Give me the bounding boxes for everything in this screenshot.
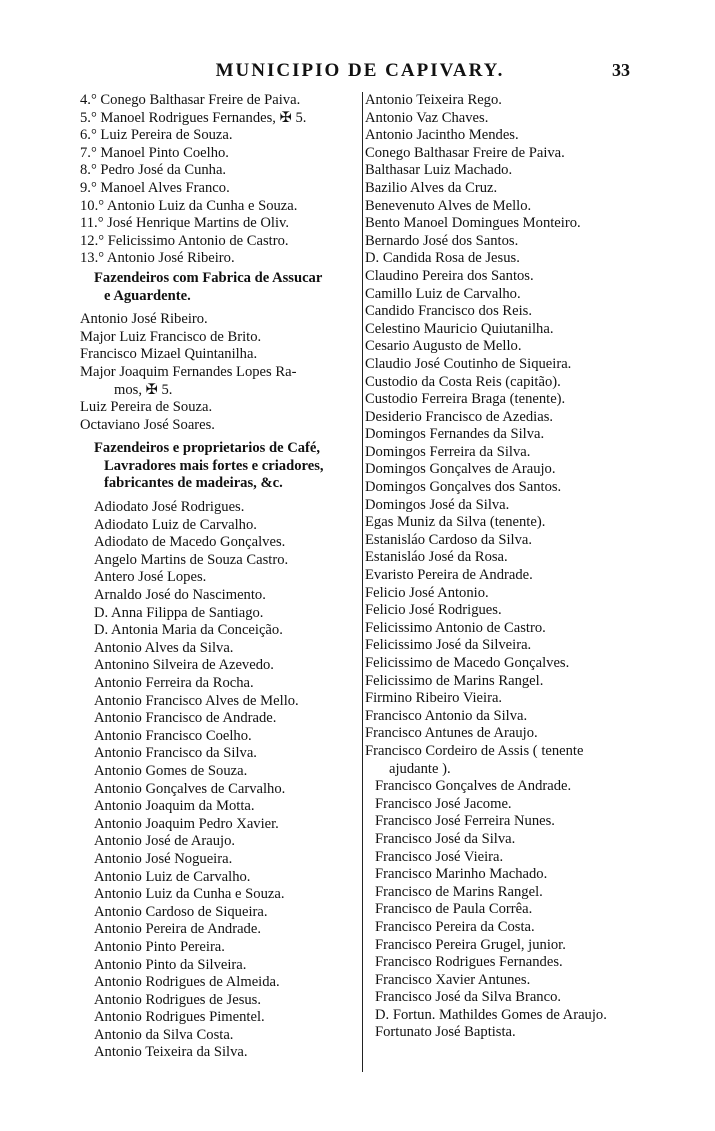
page-header: [0, 56, 715, 84]
list-item: Custodio Ferreira Braga (tenente).: [365, 391, 566, 408]
list-item: Estanisláo José da Rosa.: [365, 549, 508, 566]
list-item: Octaviano José Soares.: [80, 416, 215, 433]
list-item: Angelo Martins de Souza Castro.: [94, 551, 289, 568]
list-item: Benevenuto Alves de Mello.: [365, 197, 532, 214]
list-item: Adiodato José Rodrigues.: [94, 499, 245, 516]
list-item: 7.° Manoel Pinto Coelho.: [80, 144, 229, 161]
section-heading: fabricantes de madeiras, &c.: [104, 475, 283, 492]
list-item: 6.° Luiz Pereira de Souza.: [80, 127, 233, 144]
list-item: D. Antonia Maria da Conceição.: [94, 622, 283, 639]
page-title: MUNICIPIO DE CAPIVARY.: [215, 60, 505, 81]
section-heading: e Aguardente.: [104, 287, 191, 304]
left-column: [80, 92, 363, 1062]
list-item: Antonio da Silva Costa.: [94, 1026, 234, 1043]
name-list: [365, 92, 687, 1042]
list-item: Antonio Ferreira da Rocha.: [94, 675, 254, 691]
list-item: Arnaldo José do Nascimento.: [94, 587, 266, 604]
numbered-list: [80, 92, 363, 268]
list-item: Balthasar Luiz Machado.: [365, 162, 513, 179]
list-item: Desiderio Francisco de Azedias.: [365, 408, 554, 425]
list-item: Conego Balthasar Freire de Paiva.: [365, 144, 565, 161]
list-item: 9.° Manoel Alves Franco.: [80, 179, 230, 196]
list-item: Evaristo Pereira de Andrade.: [365, 567, 533, 584]
list-item: Felicissimo José da Silveira.: [365, 637, 532, 654]
list-item: Francisco José Ferreira Nunes.: [375, 813, 555, 830]
list-item: Antonio Francisco Coelho.: [94, 727, 252, 744]
list-item: Antonio Francisco da Silva.: [94, 745, 257, 762]
list-item: 12.° Felicissimo Antonio de Castro.: [80, 232, 289, 249]
list-item: Francisco Antonio da Silva.: [365, 707, 528, 724]
list-item: 10.° Antonio Luiz da Cunha e Souza.: [80, 197, 298, 214]
name-list: [80, 311, 363, 434]
list-item: Major Joaquim Fernandes Lopes Ra-: [80, 363, 297, 380]
list-item: Luiz Pereira de Souza.: [80, 399, 213, 416]
list-item: Francisco Mizael Quintanilha.: [80, 346, 258, 363]
list-item: Antonio José Ribeiro.: [80, 311, 208, 328]
list-item: Antonio Joaquim Pedro Xavier.: [94, 815, 279, 832]
list-item: Claudino Pereira dos Santos.: [365, 267, 534, 284]
list-item: Francisco Marinho Machado.: [375, 866, 548, 883]
list-item: Antonio Gomes de Souza.: [94, 762, 248, 779]
section-heading: Lavradores mais fortes e criadores,: [104, 457, 324, 474]
list-item: Celestino Mauricio Quiutanilha.: [365, 320, 554, 337]
list-item: Adiodato de Macedo Gonçalves.: [94, 534, 286, 551]
list-item: Antonio Luiz de Carvalho.: [94, 868, 251, 885]
list-item: Antonio José de Araujo.: [94, 833, 236, 850]
list-item: Francisco Rodrigues Fernandes.: [375, 954, 563, 971]
list-item: Domingos Ferreira da Silva.: [365, 443, 531, 460]
list-item: 13.° Antonio José Ribeiro.: [80, 250, 235, 267]
list-item: Francisco Gonçalves de Andrade.: [375, 778, 572, 795]
list-item: Estanisláo Cardoso da Silva.: [365, 531, 532, 548]
list-item: Antonio Gonçalves de Carvalho.: [94, 780, 286, 797]
list-item: Antonio Alves da Silva.: [94, 639, 234, 656]
list-item: Claudio José Coutinho de Siqueira.: [365, 355, 572, 372]
list-item: Antonio José Nogueira.: [94, 850, 233, 867]
list-item: Felicissimo de Marins Rangel.: [365, 672, 544, 689]
list-item: D. Candida Rosa de Jesus.: [365, 250, 520, 267]
list-item: Antonio Jacintho Mendes.: [365, 127, 519, 144]
list-item: 4.° Conego Balthasar Freire de Paiva.: [80, 92, 301, 108]
list-item: Candido Francisco dos Reis.: [365, 303, 533, 320]
list-item: Antonio Pinto da Silveira.: [94, 956, 247, 973]
list-item: Antonio Pereira de Andrade.: [94, 921, 261, 938]
section-heading: Fazendeiros e proprietarios de Café,: [94, 440, 321, 457]
list-item: Antonio Rodrigues de Jesus.: [94, 991, 262, 1008]
list-item: ajudante ).: [389, 760, 451, 777]
list-item: Antonio Vaz Chaves.: [365, 109, 489, 126]
page-number: 33: [612, 60, 630, 80]
list-item: Antonio Francisco de Andrade.: [94, 710, 277, 727]
list-item: Felicissimo Antonio de Castro.: [365, 619, 546, 636]
list-item: Francisco de Marins Rangel.: [375, 883, 543, 900]
list-item: D. Anna Filippa de Santiago.: [94, 604, 264, 621]
list-item: Felicio José Rodrigues.: [365, 602, 502, 619]
list-item: Antonio Teixeira Rego.: [365, 92, 502, 108]
list-item: Cesario Augusto de Mello.: [365, 338, 522, 355]
list-item: Francisco Pereira da Costa.: [375, 918, 535, 935]
list-item: Francisco Cordeiro de Assis ( tenente: [365, 742, 584, 759]
right-column: [365, 92, 687, 1042]
list-item: Custodio da Costa Reis (capitão).: [365, 373, 561, 390]
list-item: Antonio Luiz da Cunha e Souza.: [94, 886, 285, 903]
list-item: Antonio Pinto Pereira.: [94, 938, 225, 955]
list-item: Bernardo José dos Santos.: [365, 232, 519, 249]
list-item: Antero José Lopes.: [94, 569, 207, 586]
list-item: Francisco José Vieira.: [375, 848, 504, 865]
list-item: 5.° Manoel Rodrigues Fernandes, ✠ 5.: [80, 109, 307, 126]
list-item: Felicio José Antonio.: [365, 584, 489, 601]
name-list: [80, 499, 363, 1062]
list-item: 8.° Pedro José da Cunha.: [80, 162, 227, 179]
list-item: Antonio Francisco Alves de Mello.: [94, 692, 299, 709]
list-item: Antonio Joaquim da Motta.: [94, 798, 255, 815]
list-item: Antonio Cardoso de Siqueira.: [94, 903, 268, 920]
list-item: Antonio Rodrigues Pimentel.: [94, 1009, 265, 1026]
list-item: Antonio Rodrigues de Almeida.: [94, 974, 280, 991]
list-item: Bento Manoel Domingues Monteiro.: [365, 215, 581, 232]
list-item: Major Luiz Francisco de Brito.: [80, 328, 262, 345]
list-item: Francisco Xavier Antunes.: [375, 971, 531, 988]
list-item: mos, ✠ 5.: [114, 381, 173, 398]
list-item: Firmino Ribeiro Vieira.: [365, 690, 503, 707]
list-item: Bazilio Alves da Cruz.: [365, 179, 498, 196]
list-item: Francisco José Jacome.: [375, 795, 512, 812]
section-heading: Fazendeiros com Fabrica de Assucar: [94, 269, 323, 286]
list-item: Francisco José da Silva.: [375, 830, 516, 847]
list-item: Fortunato José Baptista.: [375, 1024, 516, 1041]
list-item: Antonino Silveira de Azevedo.: [94, 657, 274, 674]
list-item: D. Fortun. Mathildes Gomes de Araujo.: [375, 1006, 607, 1023]
list-item: Domingos Fernandes da Silva.: [365, 426, 545, 443]
list-item: Adiodato Luiz de Carvalho.: [94, 516, 257, 533]
list-item: Domingos Gonçalves de Araujo.: [365, 461, 556, 478]
list-item: 11.° José Henrique Martins de Oliv.: [80, 215, 290, 232]
list-item: Francisco Pereira Grugel, junior.: [375, 936, 566, 953]
list-item: Antonio Teixeira da Silva.: [94, 1044, 248, 1061]
list-item: Felicissimo de Macedo Gonçalves.: [365, 655, 570, 671]
list-item: Camillo Luiz de Carvalho.: [365, 285, 521, 302]
list-item: Egas Muniz da Silva (tenente).: [365, 514, 546, 531]
list-item: Francisco de Paula Corrêa.: [375, 901, 533, 918]
list-item: Domingos José da Silva.: [365, 496, 510, 513]
list-item: Francisco Antunes de Araujo.: [365, 725, 538, 742]
list-item: Domingos Gonçalves dos Santos.: [365, 479, 562, 496]
list-item: Francisco José da Silva Branco.: [375, 989, 562, 1006]
